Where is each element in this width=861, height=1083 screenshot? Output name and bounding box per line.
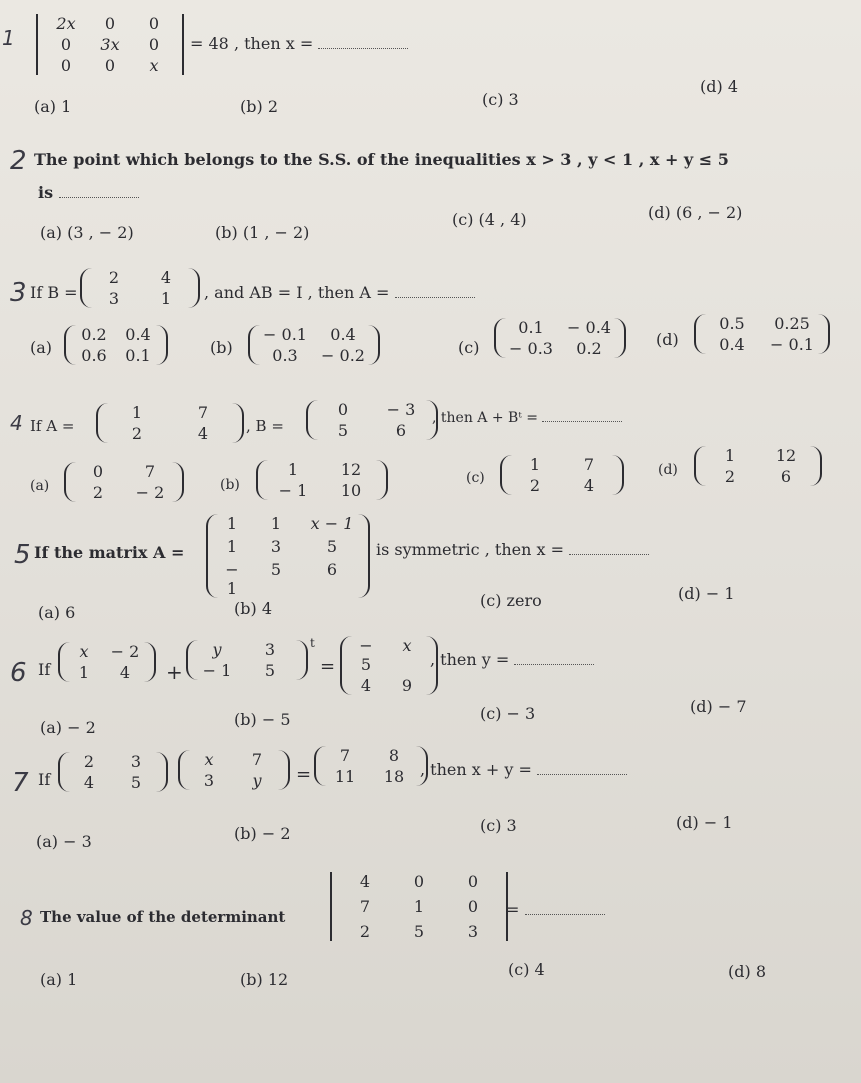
matrix-left — [58, 752, 168, 792]
matrix-cell: 0.4 — [125, 325, 151, 344]
matrix-cell: 1 — [287, 460, 299, 479]
matrix-cell: − 0.2 — [321, 346, 365, 365]
question-prefix: If B = — [30, 283, 78, 302]
matrix-cell: 1 — [413, 897, 425, 916]
option-b[interactable]: (b) − 5 — [234, 710, 291, 729]
matrix-cell: − 1 — [278, 481, 308, 500]
question-stem-tail: , then x + y = — [420, 760, 627, 779]
matrix-cell: y — [252, 771, 262, 790]
question-number: 2 — [10, 146, 27, 176]
question-prefix: If — [38, 660, 51, 679]
matrix-cell: 4 — [359, 872, 371, 891]
matrix-cell: 1 — [131, 403, 143, 422]
matrix-cell: 5 — [130, 773, 142, 792]
matrix-cell: − 5 — [359, 636, 373, 674]
matrix-cell: 7 — [197, 403, 209, 422]
question-prefix: If the matrix A = — [34, 543, 185, 562]
option-c-matrix[interactable] — [500, 455, 624, 495]
question-number: 5 — [14, 540, 31, 570]
matrix-cell: 6 — [780, 467, 792, 486]
matrix-cell: 18 — [383, 767, 405, 786]
option-b-matrix[interactable] — [256, 460, 388, 500]
option-b[interactable]: (b) 12 — [240, 970, 289, 989]
option-a[interactable]: (a) (3 , − 2) — [40, 223, 134, 242]
matrix-cell: − 2 — [135, 483, 165, 502]
matrix-cell: 3 — [264, 640, 276, 659]
question-stem-tail: , then y = — [430, 650, 594, 669]
option-d[interactable]: (d) 8 — [728, 962, 767, 981]
matrix-cell: 0.1 — [125, 346, 151, 365]
matrix-cell: 2 — [529, 476, 541, 495]
option-a[interactable]: (a) 6 — [38, 603, 76, 622]
matrix-cell: 8 — [388, 746, 400, 765]
matrix-right — [314, 746, 428, 786]
question-stem-tail: = — [506, 900, 605, 919]
option-d[interactable]: (d) 4 — [700, 77, 739, 96]
option-d-label[interactable]: (d) — [658, 462, 678, 478]
option-c-label[interactable]: (c) — [458, 338, 480, 357]
equals-sign: = — [320, 656, 336, 677]
option-c-label[interactable]: (c) — [466, 470, 485, 486]
matrix-cell: 12 — [340, 460, 362, 479]
matrix-cell: 1 — [270, 514, 282, 533]
option-c[interactable]: (c) 3 — [482, 90, 519, 109]
option-c[interactable]: (c) zero — [480, 591, 542, 610]
option-a[interactable]: (a) − 2 — [40, 718, 96, 737]
matrix-cell: 6 — [326, 560, 338, 579]
matrix-cell: − 1 — [225, 560, 239, 598]
matrix-cell: 0 — [92, 462, 104, 481]
matrix-cell: 7 — [251, 750, 263, 769]
question-number: 1 — [2, 26, 15, 50]
question-number: 3 — [10, 278, 27, 308]
matrix-cell: 0 — [60, 35, 72, 54]
matrix-cell: 7 — [583, 455, 595, 474]
option-a[interactable]: (a) 1 — [34, 97, 72, 116]
question-stem-tail: = 48 , then x = — [190, 34, 408, 53]
matrix-cell: 3 — [467, 922, 479, 941]
matrix-cell: 0 — [467, 897, 479, 916]
matrix-cell: 2 — [724, 467, 736, 486]
matrix-cell: 4 — [360, 676, 372, 695]
option-d[interactable]: (d) (6 , − 2) — [648, 203, 743, 222]
matrix-cell: 5 — [264, 661, 276, 680]
matrix-cell: 1 — [226, 514, 238, 533]
option-c-matrix[interactable] — [494, 318, 626, 358]
question-mid: , B = — [246, 417, 284, 435]
matrix-b — [306, 400, 438, 440]
matrix-cell: − 0.4 — [567, 318, 611, 337]
option-b[interactable]: (b) (1 , − 2) — [215, 223, 310, 242]
question-prefix: If — [38, 770, 51, 789]
option-a[interactable]: (a) 1 — [40, 970, 78, 989]
matrix-cell: 3 — [203, 771, 215, 790]
matrix-cell: 0 — [337, 400, 349, 419]
question-number: 4 — [10, 411, 23, 435]
option-a[interactable]: (a) − 3 — [36, 832, 92, 851]
matrix-cell: 4 — [83, 773, 95, 792]
transpose-mark: t — [310, 636, 315, 650]
matrix-cell: 2 — [108, 268, 120, 287]
matrix-cell: 1 — [724, 446, 736, 465]
matrix-cell: − 3 — [386, 400, 416, 419]
matrix-cell: 3 — [270, 537, 282, 556]
matrix-b — [80, 268, 200, 308]
matrix-cell: 2 — [131, 424, 143, 443]
matrix-cell: 4 — [119, 663, 131, 682]
question-stem-tail: , and AB = I , then A = — [204, 283, 475, 302]
matrix-cell: 7 — [359, 897, 371, 916]
matrix-cell: 2x — [56, 14, 76, 33]
matrix-cell: 2 — [83, 752, 95, 771]
matrix-cell: 5 — [326, 537, 338, 556]
matrix-cell: − 0.1 — [770, 335, 814, 354]
matrix-cell: 0.2 — [81, 325, 107, 344]
matrix-cell: x — [204, 750, 214, 769]
determinant-matrix — [36, 14, 184, 75]
matrix-a — [96, 403, 244, 443]
option-a-matrix[interactable] — [64, 325, 168, 365]
option-b[interactable]: (b) 2 — [240, 97, 279, 116]
option-a-label[interactable]: (a) — [30, 338, 53, 357]
matrix-cell: 7 — [339, 746, 351, 765]
matrix-cell: 5 — [270, 560, 282, 579]
option-a-matrix[interactable] — [64, 462, 184, 502]
question-number: 7 — [12, 768, 29, 798]
matrix-cell: − 0.1 — [263, 325, 307, 344]
matrix-cell: 0 — [413, 872, 425, 891]
option-b-label[interactable]: (b) — [210, 338, 233, 357]
matrix-cell: 4 — [583, 476, 595, 495]
matrix-cell: 1 — [226, 537, 238, 556]
matrix-a — [206, 514, 370, 598]
matrix-cell: 0 — [148, 14, 160, 33]
option-d-matrix[interactable] — [694, 446, 822, 486]
matrix-cell: 0.5 — [719, 314, 745, 333]
matrix-cell: x — [149, 56, 159, 75]
option-c[interactable]: (c) 3 — [480, 816, 517, 835]
matrix-cell: 0 — [104, 56, 116, 75]
question-stem: The point which belongs to the S.S. of the inequalities x > 3 , y < 1 , x + y ≤ 5 — [34, 150, 729, 169]
matrix-cell: 0.4 — [719, 335, 745, 354]
option-c[interactable]: (c) − 3 — [480, 704, 536, 723]
option-b-label[interactable]: (b) — [220, 477, 240, 493]
matrix-cell: − 0.3 — [509, 339, 553, 358]
matrix-cell: 0 — [467, 872, 479, 891]
matrix-cell: − 2 — [110, 642, 140, 661]
matrix-cell: 0.1 — [518, 318, 544, 337]
option-b[interactable]: (b) 4 — [234, 599, 273, 618]
option-c[interactable]: (c) 4 — [508, 960, 545, 979]
matrix-cell: 1 — [78, 663, 90, 682]
matrix-cell: 2 — [92, 483, 104, 502]
matrix-cell: 5 — [337, 421, 349, 440]
equals-sign: = — [296, 764, 312, 785]
question-stem: The value of the determinant — [40, 908, 286, 926]
option-c[interactable]: (c) (4 , 4) — [452, 210, 527, 229]
matrix-cell: x − 1 — [310, 514, 354, 533]
matrix-cell: 0 — [148, 35, 160, 54]
option-d[interactable]: (d) − 1 — [676, 813, 733, 832]
matrix-cell: 7 — [144, 462, 156, 481]
question-stem-tail: , then A + Bᵗ = — [432, 410, 622, 426]
question-stem-tail: is symmetric , then x = — [376, 540, 649, 559]
option-d[interactable]: (d) − 7 — [690, 697, 747, 716]
matrix-left — [58, 642, 156, 682]
matrix-cell: 4 — [197, 424, 209, 443]
option-b-matrix[interactable] — [248, 325, 380, 365]
option-d-matrix[interactable] — [694, 314, 830, 354]
matrix-cell: 0 — [104, 14, 116, 33]
matrix-cell: 0.4 — [330, 325, 356, 344]
matrix-cell: 0.2 — [576, 339, 602, 358]
option-b[interactable]: (b) − 2 — [234, 824, 291, 843]
determinant-matrix — [330, 872, 508, 941]
matrix-cell: 5 — [413, 922, 425, 941]
matrix-cell: 1 — [160, 289, 172, 308]
matrix-cell: 0.6 — [81, 346, 107, 365]
matrix-cell: 9 — [401, 676, 413, 695]
matrix-middle — [186, 640, 308, 680]
matrix-cell: 2 — [359, 922, 371, 941]
option-a-label[interactable]: (a) — [30, 478, 50, 494]
plus-sign: + — [166, 660, 183, 684]
matrix-cell: y — [212, 640, 222, 659]
matrix-cell: 11 — [334, 767, 356, 786]
question-stem-line2: is — [38, 183, 139, 202]
matrix-cell: 1 — [529, 455, 541, 474]
matrix-cell: 3x — [100, 35, 120, 54]
matrix-right — [340, 636, 438, 695]
matrix-cell: 0.25 — [774, 314, 810, 333]
matrix-cell: 12 — [775, 446, 797, 465]
question-number: 8 — [20, 906, 33, 930]
matrix-cell: 10 — [340, 481, 362, 500]
question-prefix: If A = — [30, 417, 75, 435]
matrix-cell: x — [402, 636, 412, 655]
matrix-cell: 0 — [60, 56, 72, 75]
option-d[interactable]: (d) − 1 — [678, 584, 735, 603]
matrix-cell: 3 — [130, 752, 142, 771]
matrix-cell: 4 — [160, 268, 172, 287]
matrix-cell: 0.3 — [272, 346, 298, 365]
matrix-middle — [178, 750, 290, 790]
matrix-cell: 3 — [108, 289, 120, 308]
option-d-label[interactable]: (d) — [656, 330, 679, 349]
matrix-cell: − 1 — [202, 661, 232, 680]
question-number: 6 — [10, 658, 27, 688]
matrix-cell: 6 — [395, 421, 407, 440]
matrix-cell: x — [79, 642, 89, 661]
